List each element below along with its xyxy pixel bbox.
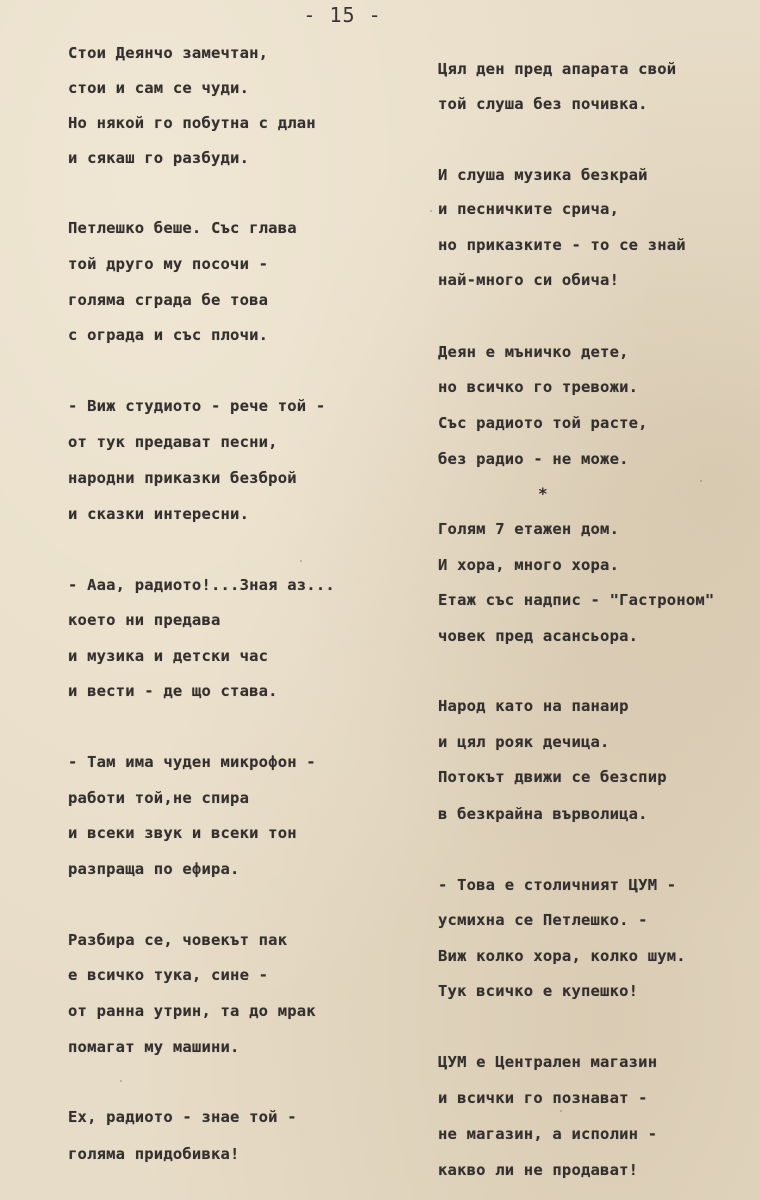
poem-line: работи той,не спира xyxy=(68,789,250,807)
poem-line: И хора, много хора. xyxy=(438,556,620,574)
poem-line: - Виж студиото - рече той - xyxy=(68,397,326,415)
poem-line: какво ли не продават! xyxy=(438,1161,639,1179)
poem-line: - Това е столичният ЦУМ - xyxy=(438,876,677,894)
poem-line: Етаж със надпис - "Гастроном" xyxy=(438,591,715,609)
page-number: - 15 - xyxy=(303,3,382,27)
poem-line: Със радиото той расте, xyxy=(438,414,648,432)
poem-line: Виж колко хора, колко шум. xyxy=(438,947,686,965)
poem-line: И слуша музика безкрай xyxy=(438,166,648,184)
poem-line: народни приказки безброй xyxy=(68,469,297,487)
poem-line: от ранна утрин, та до мрак xyxy=(68,1002,316,1020)
poem-line: Народ като на панаир xyxy=(438,697,629,715)
poem-line: човек пред асансьора. xyxy=(438,627,639,645)
poem-line: Петлешко беше. Със глава xyxy=(68,219,297,237)
poem-line: Деян е мъничко дете, xyxy=(438,343,629,361)
poem-line: Голям 7 етажен дом. xyxy=(438,520,620,538)
poem-line: без радио - не може. xyxy=(438,450,629,468)
poem-line: но всичко го тревожи. xyxy=(438,378,639,396)
poem-line: и всички го познават - xyxy=(438,1089,648,1107)
poem-line: и сякаш го разбуди. xyxy=(68,149,250,167)
poem-line: но приказките - то се знай xyxy=(438,236,686,254)
poem-line: и вести - де що става. xyxy=(68,682,278,700)
poem-line: голяма придобивка! xyxy=(68,1145,240,1163)
poem-line: и всеки звук и всеки тон xyxy=(68,824,297,842)
poem-line: усмихна се Петлешко. - xyxy=(438,911,648,929)
poem-line: - Ааа, радиото!...Зная аз... xyxy=(68,576,335,594)
paper-speck xyxy=(430,210,432,212)
poem-line: Тук всичко е купешко! xyxy=(438,982,639,1000)
poem-line: и песничките срича, xyxy=(438,200,620,218)
paper-speck xyxy=(120,1080,122,1082)
poem-line: стои и сам се чуди. xyxy=(68,79,250,97)
poem-line: което ни предава xyxy=(68,611,221,629)
poem-line: и цял рояк дечица. xyxy=(438,733,610,751)
poem-line: разпраща по ефира. xyxy=(68,860,240,878)
poem-line: Цял ден пред апарата свой xyxy=(438,60,677,78)
poem-line: той слуша без почивка. xyxy=(438,95,648,113)
poem-line: помагат му машини. xyxy=(68,1038,240,1056)
poem-line: - Там има чуден микрофон - xyxy=(68,753,316,771)
poem-line: Ех, радиото - знае той - xyxy=(68,1108,297,1126)
poem-line: и сказки интересни. xyxy=(68,505,250,523)
poem-line: той друго му посочи - xyxy=(68,255,269,273)
poem-line: ЦУМ е Централен магазин xyxy=(438,1053,658,1071)
poem-line: голяма сграда бе това xyxy=(68,291,269,309)
paper-speck xyxy=(700,480,702,482)
poem-line: Потокът движи се безспир xyxy=(438,768,667,786)
poem-line: Стои Деянчо замечтан, xyxy=(68,44,269,62)
poem-line: с ограда и със плочи. xyxy=(68,326,269,344)
poem-line: Разбира се, човекът пак xyxy=(68,931,288,949)
stanza-separator: * xyxy=(538,484,548,503)
poem-line: е всичко тука, сине - xyxy=(68,966,269,984)
paper-speck xyxy=(560,1110,562,1112)
poem-line: Но някой го побутна с длан xyxy=(68,114,316,132)
poem-line: от тук предават песни, xyxy=(68,433,278,451)
paper-speck xyxy=(300,560,302,562)
poem-line: не магазин, а исполин - xyxy=(438,1125,658,1143)
poem-line: най-много си обича! xyxy=(438,271,620,289)
poem-line: и музика и детски час xyxy=(68,647,269,665)
poem-line: в безкрайна върволица. xyxy=(438,805,648,823)
